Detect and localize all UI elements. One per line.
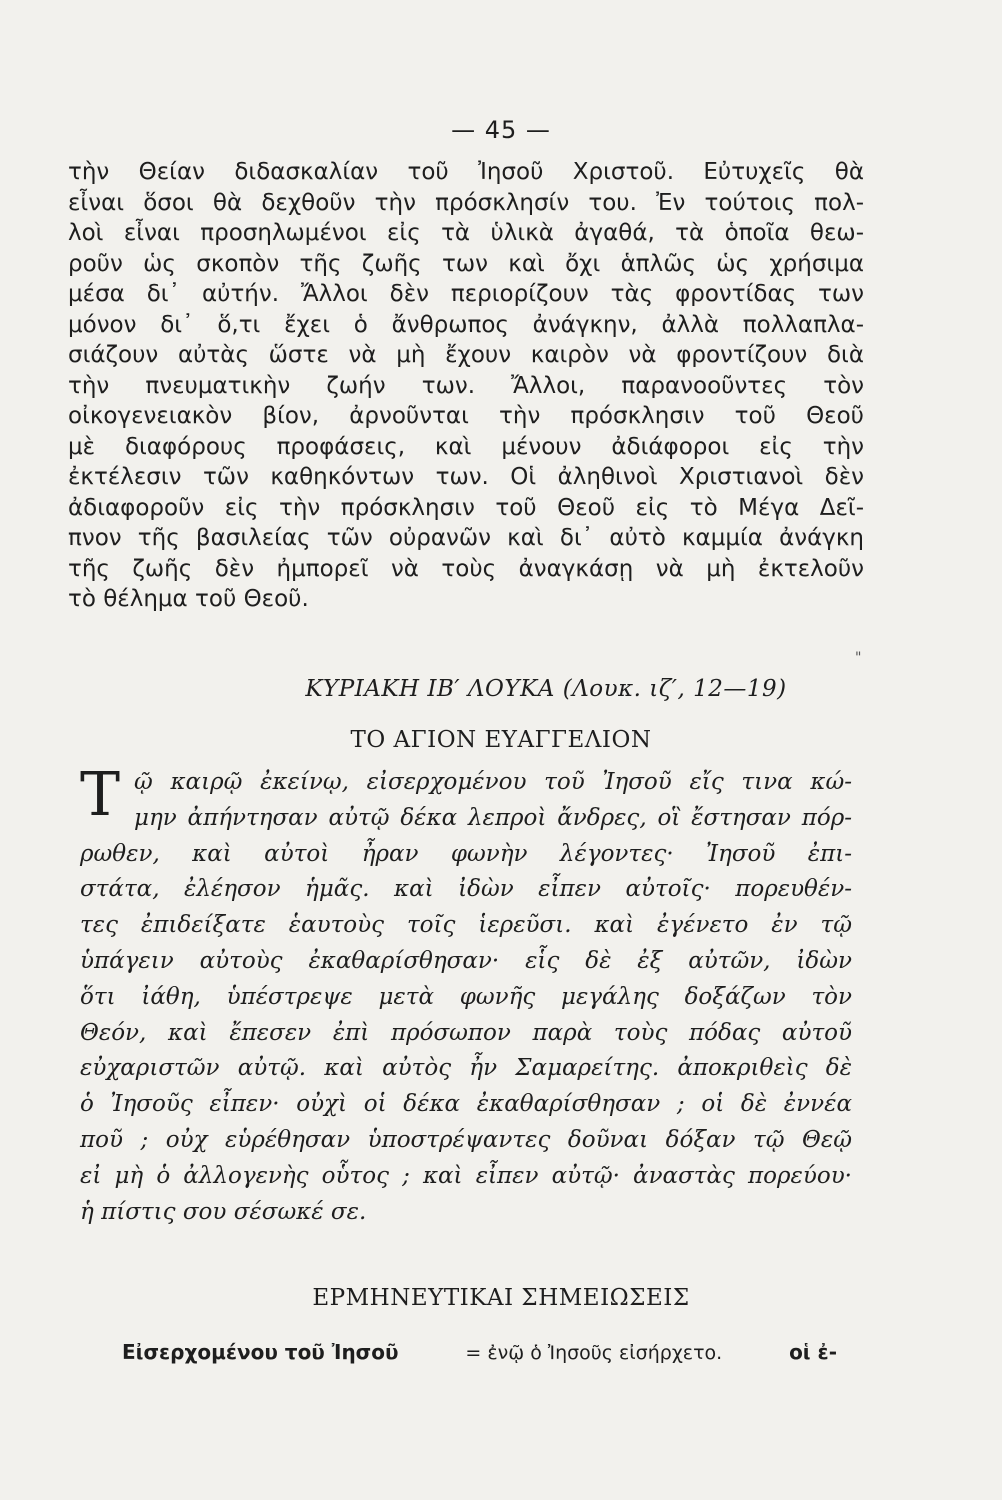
paragraph-line: τὴν Θείαν διδασκαλίαν τοῦ Ἰησοῦ Χριστοῦ. Εὐτυχεῖς θὰ: [68, 159, 864, 185]
paragraph-line: εἶναι ὅσοι θὰ δεχθοῦν τὴν πρόσκλησίν του. Ἐν τούτοις πολ-: [68, 189, 864, 216]
gospel-line: ὑπάγειν αὐτοὺς ἐκαθαρίσθησαν· εἷς δὲ ἐξ αὐτῶν, ἰδὼν: [80, 947, 852, 974]
paragraph-line: μόνον δι᾿ ὅ,τι ἔχει ὁ ἄνθρωπος ἀνάγκην, ἀλλὰ πολλαπλα-: [68, 311, 864, 338]
paragraph-line: οἰκογενειακὸν βίον, ἀρνοῦνται τὴν πρόσκλησιν τοῦ Θεοῦ: [68, 403, 864, 429]
stray-mark: ": [855, 650, 862, 666]
gospel-line: ὅτι ἰάθη, ὑπέστρεψε μετὰ φωνῆς μεγάλης δοξάζων τὸν: [80, 983, 852, 1010]
sunday-title: ΚΥΡΙΑΚΗ ΙΒ′ ΛΟΥΚΑ (Λουκ. ιζ′, 12—19): [305, 676, 787, 702]
gospel-title: ΤΟ ΑΓΙΟΝ ΕΥΑΓΓΕΛΙΟΝ: [350, 727, 652, 753]
paragraph-line: ἐκτέλεσιν τῶν καθηκόντων των. Οἱ ἀληθινοὶ Χριστιανοὶ δὲν: [68, 464, 864, 490]
gospel-line: ποῦ ; οὐχ εὑρέθησαν ὑποστρέψαντες δοῦναι δόξαν τῷ Θεῷ: [80, 1126, 852, 1153]
paragraph-line: τὴν πνευματικὴν ζωήν των. Ἄλλοι, παρανοοῦντες τὸν: [68, 372, 864, 399]
paragraph-line: μέσα δι᾿ αὐτήν. Ἄλλοι δὲν περιορίζουν τὰς φροντίδας των: [68, 281, 864, 307]
gospel-line: εὐχαριστῶν αὐτῷ. καὶ αὐτὸς ἦν Σαμαρείτης. ἀποκριθεὶς δὲ: [80, 1055, 852, 1082]
gospel-line: ἡ πίστις σου σέσωκέ σε.: [80, 1198, 367, 1225]
paragraph-line: μὲ διαφόρους προφάσεις, καὶ μένουν ἀδιάφοροι εἰς τὴν: [68, 433, 864, 460]
page-number: — 45 —: [451, 116, 551, 144]
gospel-line: ρωθεν, καὶ αὐτοὶ ἦραν φωνὴν λέγοντες· Ἰησοῦ ἐπι-: [80, 840, 852, 867]
gospel-line: ὁ Ἰησοῦς εἶπεν· οὐχὶ οἱ δέκα ἐκαθαρίσθησαν ; οἱ δὲ ἐννέα: [80, 1091, 852, 1118]
paragraph-line: λοὶ εἶναι προσηλωμένοι εἰς τὰ ὑλικὰ ἀγαθά, τὰ ὁποῖα θεω-: [68, 220, 864, 246]
paragraph-line: ροῦν ὡς σκοπὸν τῆς ζωῆς των καὶ ὄχι ἁπλῶς ὡς χρήσιμα: [68, 250, 864, 277]
note-entry: [122, 1340, 837, 1364]
paragraph-line: πνον τῆς βασιλείας τῶν οὐρανῶν καὶ δι᾿ αὐτὸ καμμία ἀνάγκη: [68, 525, 864, 551]
paragraph-line: σιάζουν αὐτὰς ὥστε νὰ μὴ ἔχουν καιρὸν νὰ φροντίζουν διὰ: [68, 342, 864, 368]
gospel-line: Θεόν, καὶ ἔπεσεν ἐπὶ πρόσωπον παρὰ τοὺς πόδας αὐτοῦ: [80, 1019, 852, 1046]
gospel-line: εἰ μὴ ὁ ἀλλογενὴς οὗτος ; καὶ εἶπεν αὐτῷ· ἀναστὰς πορεύου·: [80, 1162, 852, 1189]
gospel-line: τες ἐπιδείξατε ἑαυτοὺς τοῖς ἱερεῦσι. καὶ ἐγένετο ἐν τῷ: [80, 912, 852, 939]
note-term: Εἰσερχομένου τοῦ Ἰησοῦ: [122, 1340, 399, 1364]
top-paragraph: [68, 157, 864, 615]
gospel-line: στάτα, ἐλέησον ἡμᾶς. καὶ ἰδὼν εἶπεν αὐτοῖς· πορευθέν-: [80, 876, 852, 903]
gospel-text: [80, 760, 852, 1230]
gospel-line: ῷ καιρῷ ἐκείνῳ, εἰσερχομένου τοῦ Ἰησοῦ εἴς τινα κώ-: [134, 769, 852, 795]
gospel-line: μην ἀπήντησαν αὐτῷ δέκα λεπροὶ ἄνδρες, οἳ ἔστησαν πόρ-: [134, 804, 852, 831]
note-explanation: = ἐνῷ ὁ Ἰησοῦς εἰσήρχετο.: [465, 1342, 723, 1364]
notes-title: ΕΡΜΗΝΕΥΤΙΚΑΙ ΣΗΜΕΙΩΣΕΙΣ: [312, 1285, 690, 1311]
paragraph-line: τῆς ζωῆς δὲν ἠμπορεῖ νὰ τοὺς ἀναγκάσῃ νὰ μὴ ἐκτελοῦν: [68, 555, 864, 582]
note-continuation: οἱ ἐ-: [789, 1340, 837, 1364]
paragraph-line: τὸ θέλημα τοῦ Θεοῦ.: [68, 586, 309, 612]
drop-cap: Τ: [80, 760, 121, 830]
paragraph-line: ἀδιαφοροῦν εἰς τὴν πρόσκλησιν τοῦ Θεοῦ εἰς τὸ Μέγα Δεῖ-: [68, 494, 864, 521]
